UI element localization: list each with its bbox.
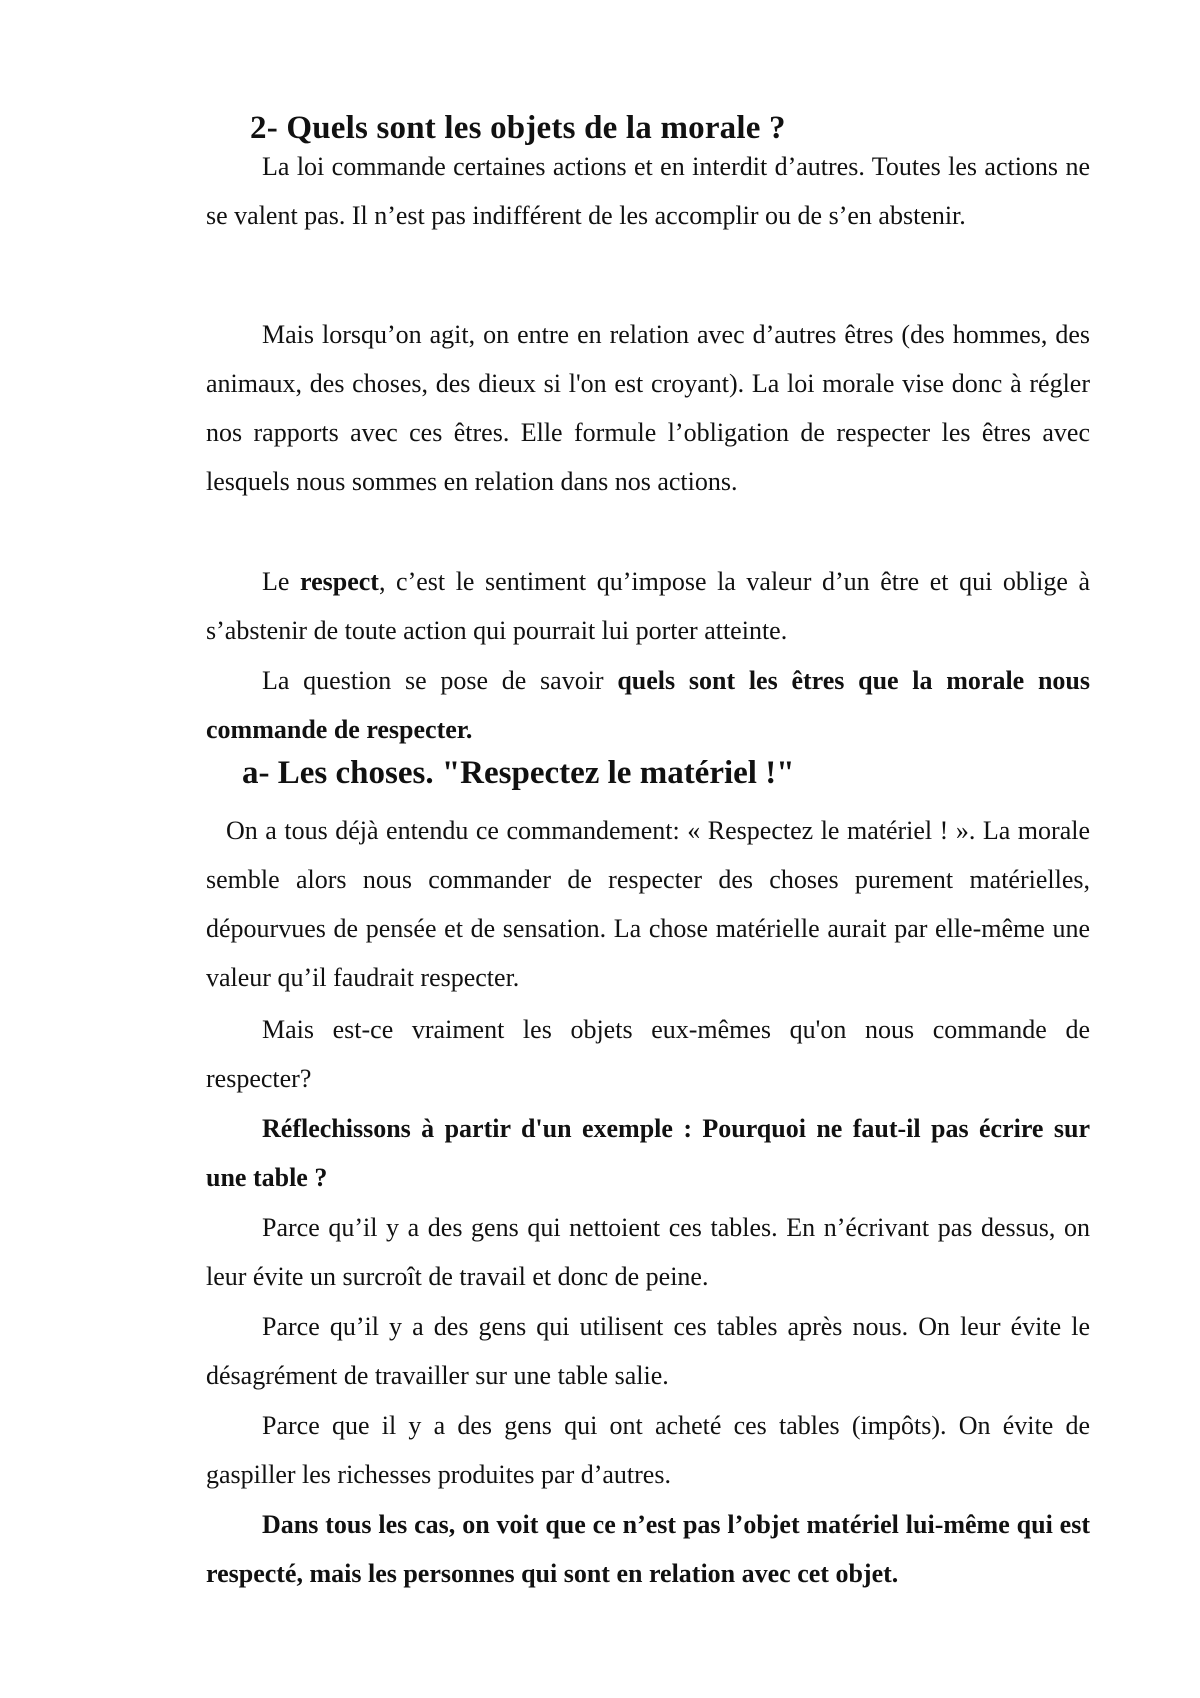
paragraph-example-question: Réflechissons à partir d'un exemple : Pourquoi ne faut-il pas écrire sur une table ? xyxy=(206,1114,1090,1192)
question-bold: quels sont les êtres que la morale nous commande de respecter. xyxy=(206,666,1090,744)
paragraph-question xyxy=(206,656,1090,754)
paragraph-commandment: On a tous déjà entendu ce commandement: « Respectez le matériel ! ». La morale semble alors nous commander de respecter des choses purement matérielles, dépourvues de pensée et de sensation. La chose matérielle aurait par elle-même une valeur qu’il faudrait respecter. xyxy=(206,816,1090,992)
respect-term: respect xyxy=(300,567,379,596)
paragraph-users: Parce qu’il y a des gens qui utilisent ces tables après nous. On leur évite le désagrément de travailler sur une table salie. xyxy=(206,1312,1090,1390)
paragraph-buyers: Parce que il y a des gens qui ont acheté ces tables (impôts). On évite de gaspiller les richesses produites par d’autres. xyxy=(206,1411,1090,1489)
respect-pre: Le xyxy=(262,567,301,596)
paragraph-cleaners: Parce qu’il y a des gens qui nettoient ces tables. En n’écrivant pas dessus, on leur évite un surcroît de travail et donc de peine. xyxy=(206,1213,1090,1291)
subsection-title: a- Les choses. "Respectez le matériel !" xyxy=(242,755,795,791)
paragraph-objects-question: Mais est-ce vraiment les objets eux-mêmes qu'on nous commande de respecter? xyxy=(206,1015,1090,1093)
section-title: 2- Quels sont les objets de la morale ? xyxy=(250,110,786,146)
paragraph-relation: Mais lorsqu’on agit, on entre en relation avec d’autres êtres (des hommes, des animaux, des choses, des dieux si l'on est croyant). La loi morale vise donc à régler nos rapports avec ces êtres. Elle formule l’obligation de respecter les êtres avec lesquels nous sommes en relation dans nos actions. xyxy=(206,320,1090,496)
paragraph-law: La loi commande certaines actions et en interdit d’autres. Toutes les actions ne se valent pas. Il n’est pas indifférent de les accomplir ou de s’en abstenir. xyxy=(206,152,1090,230)
question-pre: La question se pose de savoir xyxy=(262,666,618,695)
paragraph-respect-definition xyxy=(206,557,1090,655)
respect-post: , c’est le sentiment qu’impose la valeur d’un être et qui oblige à s’abstenir de toute action qui pourrait lui porter atteinte. xyxy=(206,567,1091,645)
paragraph-conclusion: Dans tous les cas, on voit que ce n’est pas l’objet matériel lui-même qui est respecté, mais les personnes qui sont en relation avec cet objet. xyxy=(206,1510,1090,1588)
